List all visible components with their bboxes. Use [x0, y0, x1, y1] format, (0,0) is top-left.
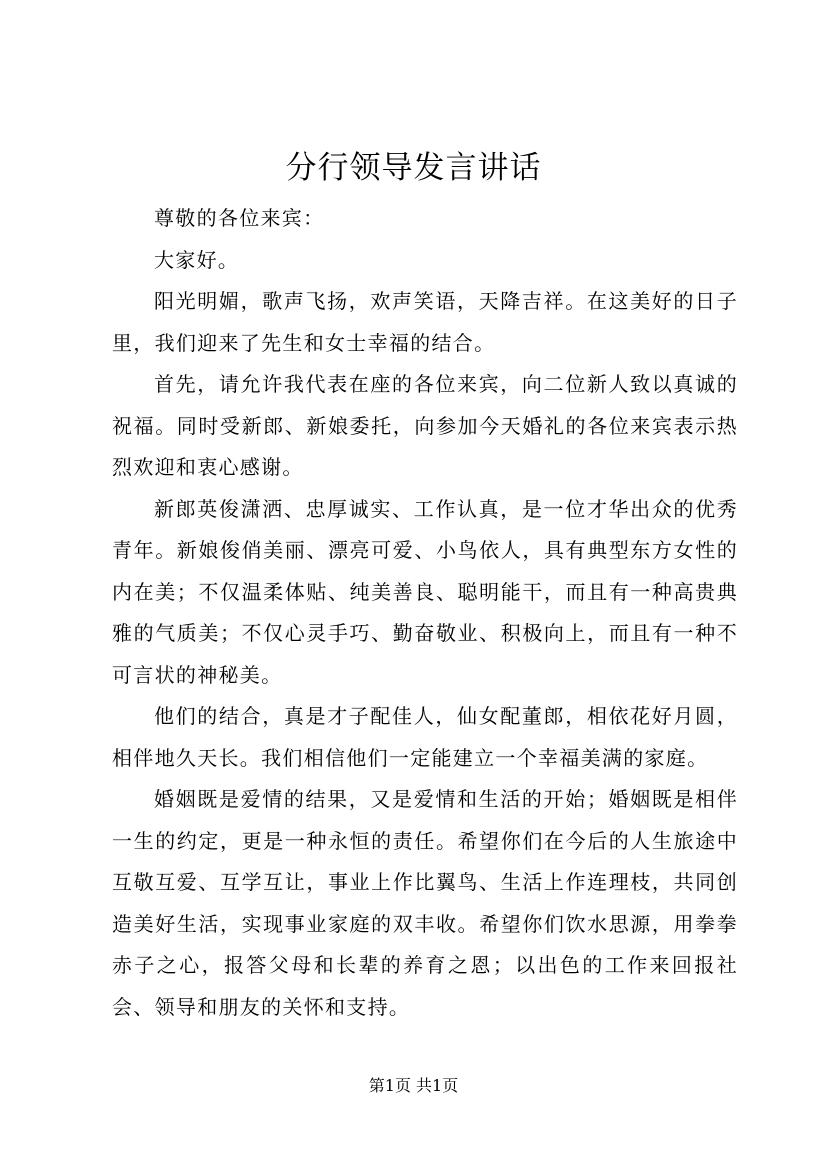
page-number-footer: 第1页 共1页: [368, 1076, 459, 1095]
paragraph-greeting: 大家好。: [154, 247, 240, 272]
document-body: [112, 198, 738, 1028]
document-title: 分行领导发言讲话: [285, 150, 542, 186]
paragraph: 新郎英俊潇洒、忠厚诚实、工作认真，是一位才华出众的优秀青年。新娘俊俏美丽、漂亮可爱、小鸟依人，具有典型东方女性的内在美；不仅温柔体贴、纯美善良、聪明能干，而且有一种高贵典雅的气质美；不仅心灵手巧、勤奋敬业、积极向上，而且有一种不可言状的神秘美。: [112, 496, 738, 687]
paragraph: 首先，请允许我代表在座的各位来宾，向二位新人致以真诚的祝福。同时受新郎、新娘委托，向参加今天婚礼的各位来宾表示热烈欢迎和衷心感谢。: [112, 372, 738, 479]
paragraph: 婚姻既是爱情的结果，又是爱情和生活的开始；婚姻既是相伴一生的约定，更是一种永恒的责任。希望你们在今后的人生旅途中互敬互爱、互学互让，事业上作比翼鸟、生活上作连理枝，共同创造美好生活，实现事业家庭的双丰收。希望你们饮水思源，用拳拳赤子之心，报答父母和长辈的养育之恩；以出色的工作来回报社会、领导和朋友的关怀和支持。: [112, 787, 738, 1019]
paragraph: 他们的结合，真是才子配佳人，仙女配董郎，相依花好月圆，相伴地久天长。我们相信他们一定能建立一个幸福美满的家庭。: [112, 704, 738, 770]
paragraph-salutation: 尊敬的各位来宾：: [154, 206, 325, 230]
paragraph: 阳光明媚，歌声飞扬，欢声笑语，天降吉祥。在这美好的日子里，我们迎来了先生和女士幸福的结合。: [112, 289, 738, 355]
